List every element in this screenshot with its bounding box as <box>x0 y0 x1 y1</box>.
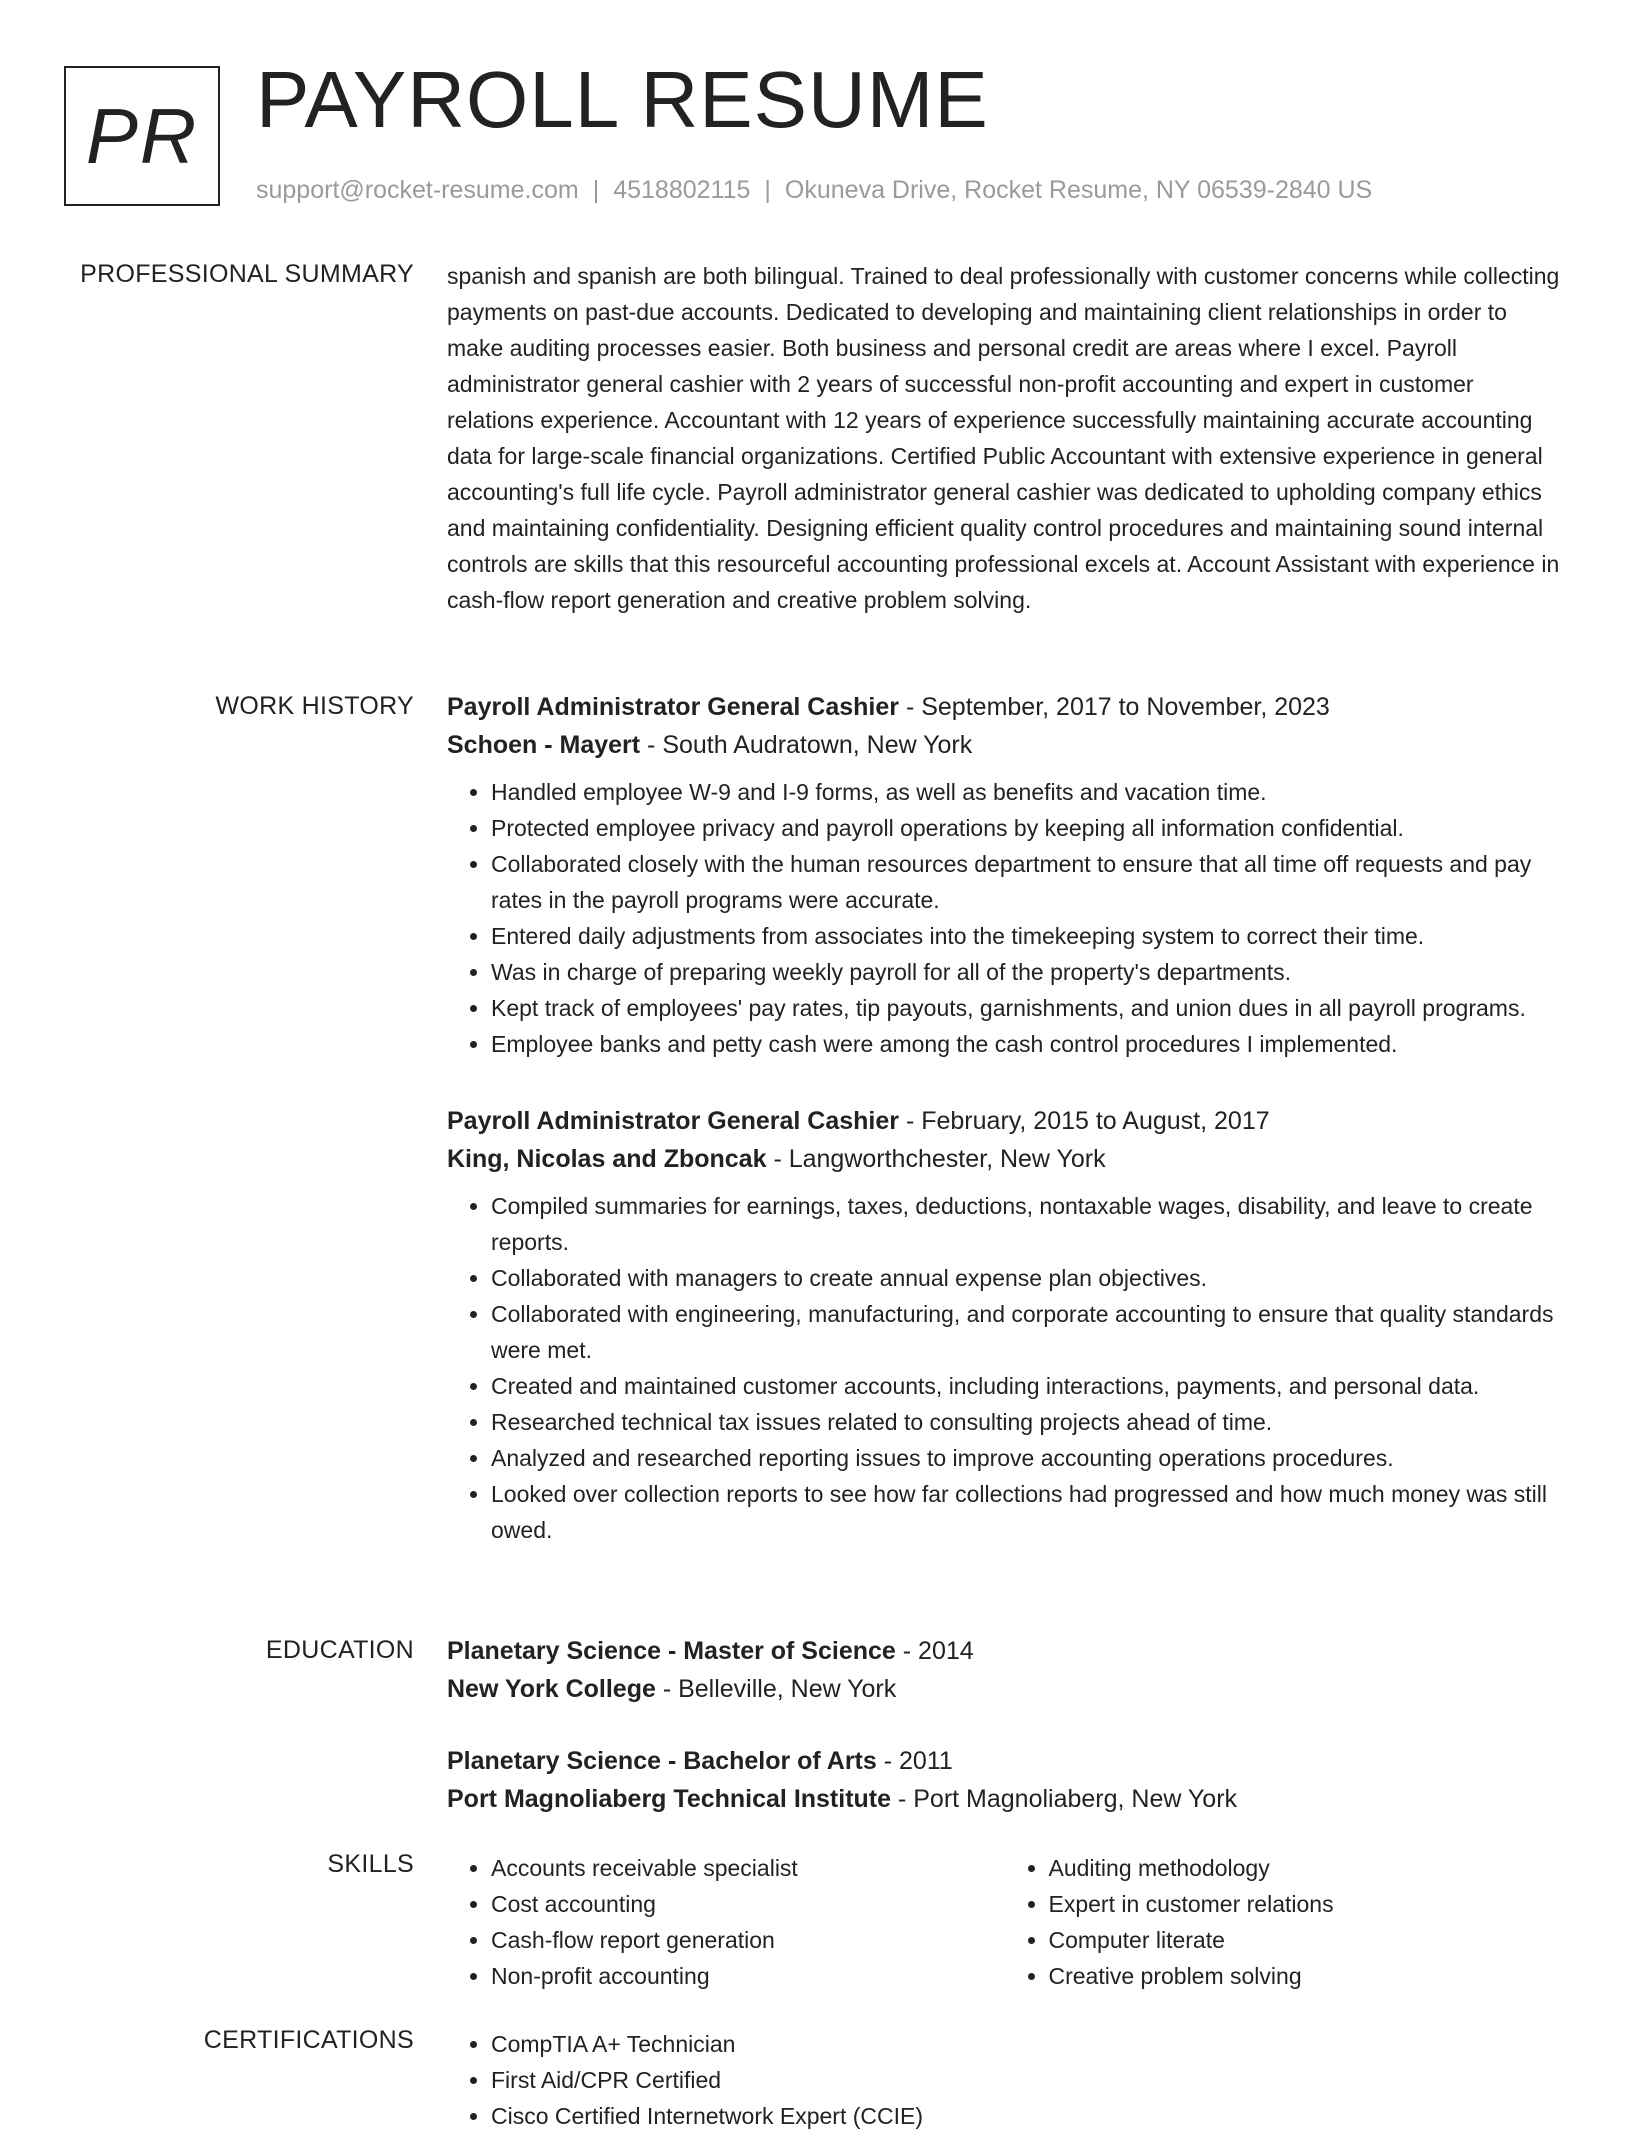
job-company-line <box>447 726 1562 764</box>
job-company: King, Nicolas and Zboncak <box>447 1145 767 1173</box>
job-bullet: • Created and maintained customer accounts, including interactions, payments, and personal data. <box>491 1368 1562 1404</box>
job-title: Payroll Administrator General Cashier <box>447 1107 900 1135</box>
job-bullet: • Collaborated with managers to create annual expense plan objectives. <box>491 1260 1562 1296</box>
job-company: Schoen - Mayert <box>447 731 641 759</box>
contact-email: support@rocket-resume.com <box>256 176 579 204</box>
job-dates: - February, 2015 to August, 2017 <box>899 1107 1270 1135</box>
job-bullet: • Entered daily adjustments from associates into the timekeeping system to correct their time. <box>491 918 1562 954</box>
job-title-line <box>447 1102 1562 1140</box>
education-degree-line <box>447 1742 1562 1780</box>
section-label-education: EDUCATION <box>265 1636 414 1664</box>
education-year: - 2014 <box>895 1637 974 1665</box>
education-entry <box>447 1632 1562 1708</box>
job-bullets <box>447 774 1562 1062</box>
skill-item: • Non-profit accounting <box>491 1958 1005 1994</box>
certification-item: • First Aid/CPR Certified <box>491 2062 1562 2098</box>
job-title: Payroll Administrator General Cashier <box>447 693 900 721</box>
skill-item: • Cash-flow report generation <box>491 1922 1005 1958</box>
job-company-line <box>447 1140 1562 1178</box>
skill-item: • Expert in customer relations <box>1049 1886 1563 1922</box>
contact-line <box>256 176 1372 205</box>
work-history-body <box>447 688 1562 1588</box>
skills-columns <box>447 1850 1562 1994</box>
job-bullet: • Employee banks and petty cash were among the cash control procedures I implemented. <box>491 1026 1562 1062</box>
education-location: - Belleville, New York <box>655 1675 897 1703</box>
job-entry <box>447 688 1562 1062</box>
certification-item: • CompTIA A+ Technician <box>491 2026 1562 2062</box>
job-bullet: • Researched technical tax issues related to consulting projects ahead of time. <box>491 1404 1562 1440</box>
job-bullet: • Protected employee privacy and payroll operations by keeping all information confidential. <box>491 810 1562 846</box>
job-location: - South Audratown, New York <box>640 731 973 759</box>
job-bullet: • Collaborated with engineering, manufacturing, and corporate accounting to ensure that quality standards were met. <box>491 1296 1562 1368</box>
contact-phone: 4518802115 <box>613 176 751 204</box>
education-degree: Planetary Science - Master of Science <box>447 1637 896 1665</box>
education-location: - Port Magnoliaberg, New York <box>891 1785 1238 1813</box>
job-title-line <box>447 688 1562 726</box>
monogram-logo: PR <box>64 66 220 206</box>
education-school: Port Magnoliaberg Technical Institute <box>447 1785 892 1813</box>
job-bullets <box>447 1188 1562 1548</box>
job-bullet: • Was in charge of preparing weekly payroll for all of the property's departments. <box>491 954 1562 990</box>
certifications-list <box>447 2026 1562 2134</box>
job-entry <box>447 1102 1562 1548</box>
skill-item: • Cost accounting <box>491 1886 1005 1922</box>
skills-list-left <box>447 1850 1005 1994</box>
skills-body <box>447 1850 1562 1994</box>
resume-title: PAYROLL RESUME <box>256 55 989 144</box>
skill-item: • Computer literate <box>1049 1922 1563 1958</box>
section-label-certifications: CERTIFICATIONS <box>203 2026 414 2054</box>
job-bullet: • Collaborated closely with the human resources department to ensure that all time off requests and pay rates in the payroll programs were accurate. <box>491 846 1562 918</box>
education-year: - 2011 <box>876 1747 953 1775</box>
summary-text: spanish and spanish are both bilingual. Trained to deal professionally with customer concerns while collecting payments on past-due accounts. Dedicated to developing and maintaining client relationships in order to make auditing processes easier. Both business and personal credit are areas where I excel. Payroll administrator general cashier with 2 years of successful non-profit accounting and expert in customer relations experience. Accountant with 12 years of experience successfully maintaining accurate accounting data for large-scale financial organizations. Certified Public Accountant with extensive experience in general accounting's full life cycle. Payroll administrator general cashier was dedicated to upholding company ethics and maintaining confidentiality. Designing efficient quality control procedures and maintaining sound internal controls are skills that this resourceful accounting professional excels at. Account Assistant with experience in cash-flow report generation and creative problem solving. <box>447 263 1560 613</box>
job-bullet: • Looked over collection reports to see how far collections had progressed and how much money was still owed. <box>491 1476 1562 1548</box>
job-bullet: • Analyzed and researched reporting issues to improve accounting operations procedures. <box>491 1440 1562 1476</box>
skill-item: • Accounts receivable specialist <box>491 1850 1005 1886</box>
contact-address: Okuneva Drive, Rocket Resume, NY 06539-2840 US <box>784 176 1373 204</box>
summary-body <box>447 258 1562 618</box>
education-entry <box>447 1742 1562 1818</box>
education-body <box>447 1632 1562 1852</box>
section-label-summary: PROFESSIONAL SUMMARY <box>80 260 414 288</box>
contact-separator: | <box>764 176 771 204</box>
job-location: - Langworthchester, New York <box>766 1145 1106 1173</box>
certification-item: • Cisco Certified Internetwork Expert (CCIE) <box>491 2098 1562 2134</box>
job-bullet: • Handled employee W-9 and I-9 forms, as well as benefits and vacation time. <box>491 774 1562 810</box>
section-label-work-history: WORK HISTORY <box>215 692 414 720</box>
skill-item: • Auditing methodology <box>1049 1850 1563 1886</box>
section-label-skills: SKILLS <box>327 1850 414 1878</box>
skill-item: • Creative problem solving <box>1049 1958 1563 1994</box>
contact-separator: | <box>592 176 600 204</box>
certifications-body <box>447 2026 1562 2134</box>
education-school: New York College <box>447 1675 656 1703</box>
job-bullet: • Kept track of employees' pay rates, tip payouts, garnishments, and union dues in all payroll programs. <box>491 990 1562 1026</box>
education-school-line <box>447 1780 1562 1818</box>
education-degree: Planetary Science - Bachelor of Arts <box>447 1747 877 1775</box>
education-school-line <box>447 1670 1562 1708</box>
job-dates: - September, 2017 to November, 2023 <box>899 693 1330 721</box>
skills-list-right <box>1005 1850 1563 1994</box>
job-bullet: • Compiled summaries for earnings, taxes, deductions, nontaxable wages, disability, and leave to create reports. <box>491 1188 1562 1260</box>
education-degree-line <box>447 1632 1562 1670</box>
